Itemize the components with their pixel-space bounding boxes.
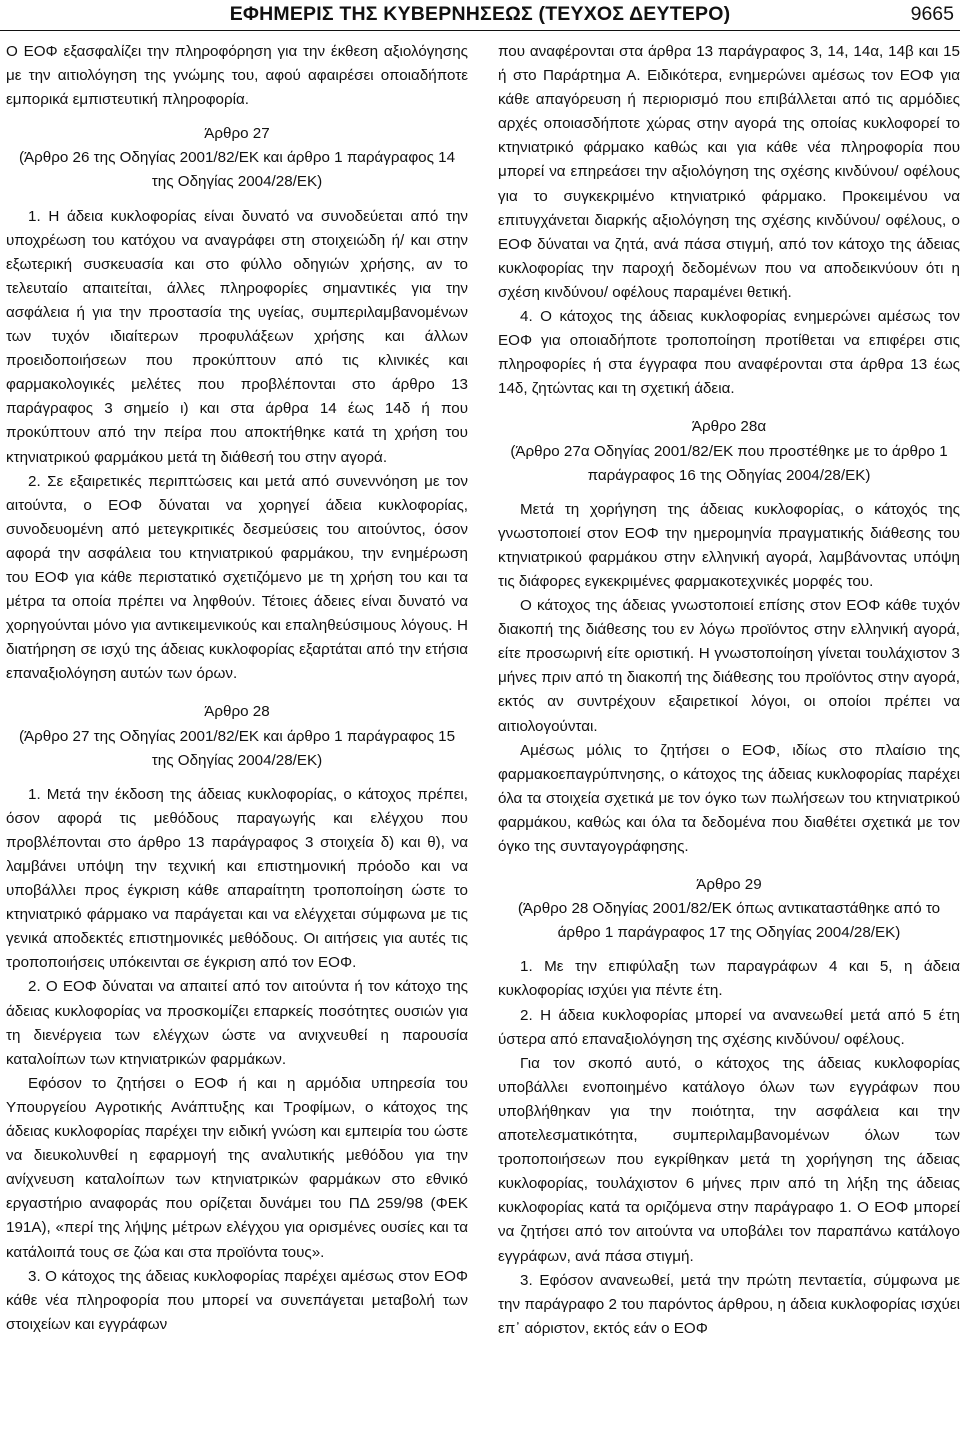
article-29-paragraph-3: 3. Εφόσον ανανεωθεί, μετά την πρώτη πενταετία, σύμφωνα με την παράγραφο 2 του παρόντος άρθρου, η άδεια κυκλοφορίας ισχύει επ᾽ αόριστον, εκτός εάν ο ΕΟΦ	[498, 1271, 960, 1337]
article-28a-paragraph-2: Ο κάτοχος της άδειας γνωστοποιεί επίσης στον ΕΟΦ κάθε τυχόν διακοπή της διάθεσης του εν λόγω προϊόντος στην ελληνική αγορά, είτε προσωρινή είτε οριστική. Η γνωστοποίηση γίνεται τουλάχιστον 3 μήνες πριν από τη διακοπή της διάθεσης του προϊόντος στην αγορά, εκτός αν συντρέχουν εξαιρετικοί λόγοι, οι οποίοι πρέπει να αιτιολογούνται.	[498, 597, 960, 735]
article-28-paragraph-1: 1. Μετά την έκδοση της άδειας κυκλοφορίας, ο κάτοχος πρέπει, όσον αφορά τις μεθόδους παραγωγής και ελέγχου που προβλέπονται στο άρθρο 13 παράγραφος 3 στοιχεία δ) και θ), να λαμβάνει υπόψη την τεχνική και επιστημονική πρόοδο και να υποβάλλει προς έγκριση κάθε απαραίτητη τροποποίηση ώστε το κτηνιατρικό φάρμακο να παράγεται και να ελέγχεται σύμφωνα με τις γενικά αποδεκτές επιστημονικές μεθόδους. Οι αιτήσεις για αυτές τις τροποποιήσεις υπόκεινται σε έγκριση από τον ΕΟΦ.	[6, 785, 468, 972]
article-27-subtitle: (Άρθρο 26 της Οδηγίας 2001/82/ΕΚ και άρθρο 1 παράγραφος 14 της Οδηγίας 2004/28/ΕΚ)	[18, 149, 456, 191]
article-29-paragraph-2: 2. Η άδεια κυκλοφορίας μπορεί να ανανεωθεί μετά από 5 έτη ύστερα από επαναξιολόγηση της σχέσης κινδύνου/ οφέλους.	[498, 1006, 960, 1048]
article-27-paragraph-1: 1. Η άδεια κυκλοφορίας είναι δυνατό να συνοδεύεται από την υποχρέωση του κατόχου να αναγράφει στη στοιχειώδη ή/ και στην εξωτερική συσκευασία και στο φύλλο οδηγιών χρήσης, αν το τελευταίο απαιτείται, άλλες πληροφορίες σημαντικές για την ασφάλεια ή για την προστασία της υγείας, συμπεριλαμβανομένων των τυχόν ιδιαίτερων προφυλάξεων χρήσης και άλλων προειδοποιήσεων που προκύπτουν από τις κλινικές και φαρμακολογικές μελέτες που προβλέπονται στο άρθρο 13 παράγραφος 3 σημείο ι) και στα άρθρα 14 έως 14δ ή που προκύπτουν από την πείρα που αποκτήθηκε κατά τη χρήση του κτηνιατρικού φαρμάκου μετά τη διάθεσή του στην αγορά.	[6, 207, 468, 466]
page-number: 9665	[910, 3, 954, 25]
continued-paragraph: που αναφέρονται στα άρθρα 13 παράγραφος 3, 14, 14α, 14β και 15 ή στο Παράρτημα Α. Ειδικότερα, ενημερώνει αμέσως τον ΕΟΦ για κάθε απαγόρευση ή περιορισμό που επιβάλλεται από τις αρμόδιες αρχές οποιασδήποτε χώρας στην αγορά της οποίας κυκλοφορεί το κτηνιατρικό φάρμακο καθώς και για κάθε νέα πληροφορία που μπορεί να επηρεάσει την αξιολόγηση της σχέσης κινδύνου/ οφέλους για το συγκεκριμένο κτηνιατρικό φάρμακο. Προκειμένου να επιτυγχάνεται διαρκής αξιολόγηση της σχέσης κινδύνου/ οφέλους, ο ΕΟΦ δύναται να ζητά, ανά πάσα στιγμή, από τον κάτοχο της άδειας κυκλοφορίας την παροχή δεδομένων που να αποδεικνύουν ότι η σχέση κινδύνου/ οφέλους παραμένει θετική.	[498, 43, 960, 301]
intro-paragraph: Ο ΕΟΦ εξασφαλίζει την πληροφόρηση για την έκθεση αξιολόγησης με την αιτιολόγηση της γνώμης του, αφού αφαιρέσει οποιαδήποτε εμπορικά εμπιστευτική πληροφορία.	[6, 43, 468, 109]
article-29-title: Άρθρο 29	[696, 876, 762, 894]
article-28-paragraph-2b: Εφόσον το ζητήσει ο ΕΟΦ ή και η αρμόδια υπηρεσία του Υπουργείου Αγροτικής Ανάπτυξης και Τροφίμων, ο κάτοχος της άδειας κυκλοφορίας παρέχει την ειδική γνώση και εμπειρία του ώστε να διευκολυνθεί η εφαρμογή της αναλυτικής μεθόδου για την ανίχνευση καταλοίπων των κτηνιατρικών φαρμάκων στο εθνικό εργαστήριο αναφοράς που ορίζεται δυνάμει του ΠΔ 259/98 (ΦΕΚ 191Α), «περί της λήψης μέτρων ελέγχου για ορισμένες ουσίες και τα κατάλοιπά τους σε ζώα και στα προϊόντα τους».	[6, 1074, 468, 1261]
article-28a-title: Άρθρο 28α	[691, 418, 767, 436]
page-header	[0, 0, 960, 31]
article-27-paragraph-2: 2. Σε εξαιρετικές περιπτώσεις και μετά από συνεννόηση με τον αιτούντα, ο ΕΟΦ δύναται να χορηγεί άδεια κυκλοφορίας, συνοδευομένη από μετεγκριτικές δεσμεύσεις του αιτούντος, όσον αφορά την ασφάλεια του κτηνιατρικού φαρμάκου, την ενημέρωση του ΕΟΦ για κάθε περιστατικό σχετιζόμενο με τη χρήση του και τα μέτρα τα οποία πρέπει να ληφθούν. Τέτοιες άδειες είναι δυνατό να χορηγούνται μόνο για αντικειμενικούς και επαληθεύσιμους λόγους. Η διατήρηση σε ισχύ της άδειας κυκλοφορίας εξαρτάται από την ετήσια επαναξιολόγηση αυτών των όρων.	[6, 472, 468, 683]
article-27-title: Άρθρο 27	[204, 125, 270, 143]
article-28-paragraph-3: 3. Ο κάτοχος της άδειας κυκλοφορίας παρέχει αμέσως στον ΕΟΦ κάθε νέα πληροφορία που μπορεί να συνεπάγεται μεταβολή των στοιχείων και εγγράφων	[6, 1267, 468, 1333]
left-column	[6, 40, 468, 1337]
article-28-paragraph-4: 4. Ο κάτοχος της άδειας κυκλοφορίας ενημερώνει αμέσως τον ΕΟΦ για οποιαδήποτε τροποποίηση προτίθεται να επιφέρει στις πληροφορίες ή στα έγγραφα που αναφέρονται στα άρθρα 13 έως 14δ, ζητώντας και τη σχετική άδεια.	[498, 308, 960, 398]
article-28a-subtitle: (Άρθρο 27α Οδηγίας 2001/82/ΕΚ που προστέθηκε με το άρθρο 1 παράγραφος 16 της Οδηγίας 2004/28/ΕΚ)	[510, 442, 948, 484]
gazette-title: ΕΦΗΜΕΡΙΣ ΤΗΣ ΚΥΒΕΡΝΗΣΕΩΣ (ΤΕΥΧΟΣ ΔΕΥΤΕΡΟ)	[229, 3, 731, 25]
article-29-paragraph-2b: Για τον σκοπό αυτό, ο κάτοχος της άδειας κυκλοφορίας υποβάλλει ενοποιημένο κατάλογο όλων των εγγράφων που υποβλήθηκαν για την ποιότητα, την ασφάλεια και την αποτελεσματικότητα, συμπεριλαμβανομένων όλων των τροποποιήσεων που εγκρίθηκαν μετά τη χορήγηση της άδειας κυκλοφορίας, τουλάχιστον 6 μήνες πριν από τη λήξη της άδειας κυκλοφορίας κατά τα οριζόμενα στην παράγραφο 1. Ο ΕΟΦ μπορεί να ζητήσει από τον αιτούντα να υποβάλει τον παραπάνω κατάλογο εγγράφων, ανά πάσα στιγμή.	[498, 1054, 960, 1265]
article-28-title: Άρθρο 28	[204, 703, 270, 721]
article-28-paragraph-2: 2. Ο ΕΟΦ δύναται να απαιτεί από τον αιτούντα ή τον κάτοχο της άδειας κυκλοφορίας να προσκομίζει επαρκείς ποσότητες ουσιών για τη διενέργεια των ελέγχων ώστε να ανιχνευθεί η παρουσία καταλοίπων των κτηνιατρικών φαρμάκων.	[6, 978, 468, 1068]
right-column	[498, 40, 960, 1341]
article-28a-paragraph-1: Μετά τη χορήγηση της άδειας κυκλοφορίας, ο κάτοχός της γνωστοποιεί στον ΕΟΦ την ημερομηνία πραγματικής διάθεσης του κτηνιατρικού φαρμάκου στην ελληνική αγορά, λαμβάνοντας υπόψη τις διάφορες εγκεκριμένες φαρμακοτεχνικές μορφές του.	[498, 500, 960, 590]
article-28-subtitle: (Άρθρο 27 της Οδηγίας 2001/82/ΕΚ και άρθρο 1 παράγραφος 15 της Οδηγίας 2004/28/ΕΚ)	[18, 727, 456, 769]
article-28a-paragraph-3: Αμέσως μόλις το ζητήσει ο ΕΟΦ, ιδίως στο πλαίσιο της φαρμακοεπαγρύπνησης, ο κάτοχος της άδειας κυκλοφορίας παρέχει όλα τα στοιχεία σχετικά με τον όγκο των πωλήσεων του κτηνιατρικού φαρμάκου, καθώς και όλα τα δεδομένα που διαθέτει σχετικά με τον όγκο της συνταγογράφησης.	[498, 741, 960, 855]
article-29-paragraph-1: 1. Με την επιφύλαξη των παραγράφων 4 και 5, η άδεια κυκλοφορίας ισχύει για πέντε έτη.	[498, 958, 960, 1000]
article-29-subtitle: (Άρθρο 28 Οδηγίας 2001/82/ΕΚ όπως αντικαταστάθηκε από το άρθρο 1 παράγραφος 17 της Οδηγίας 2004/28/ΕΚ)	[517, 900, 941, 942]
